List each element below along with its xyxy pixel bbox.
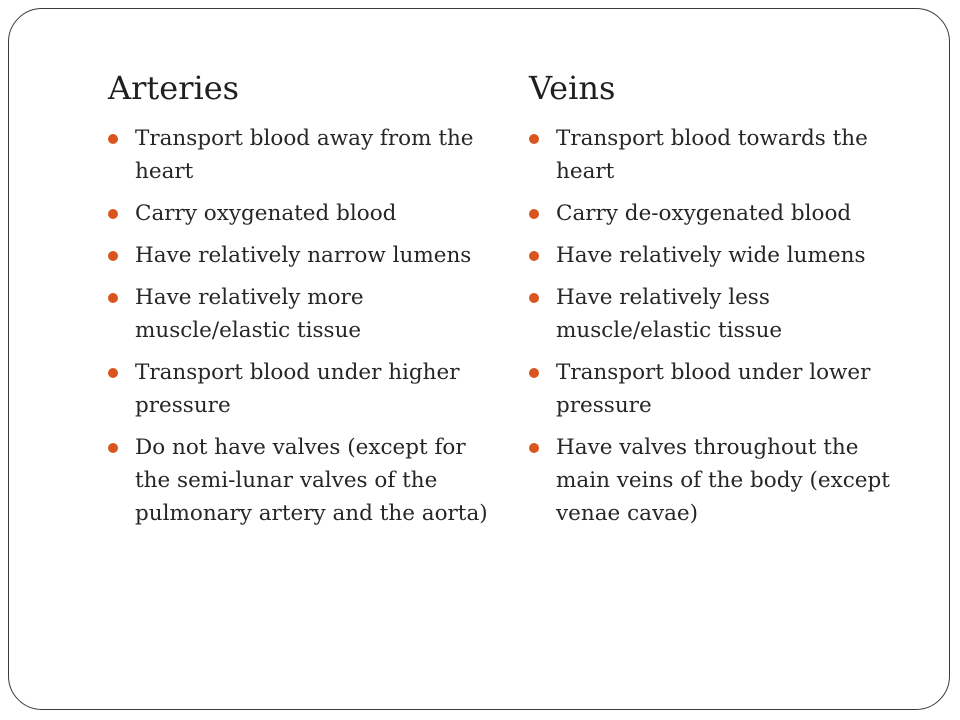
list-item-text: Transport blood towards the heart xyxy=(556,126,868,184)
list-item-text: Transport blood away from the heart xyxy=(135,126,474,184)
list-item xyxy=(529,431,909,530)
list-item xyxy=(108,431,488,530)
veins-column xyxy=(529,66,909,539)
list-item xyxy=(529,281,909,347)
arteries-list xyxy=(108,122,488,530)
list-item-text: Transport blood under higher pressure xyxy=(135,360,460,418)
list-item-text: Have relatively more muscle/elastic tissue xyxy=(135,285,364,343)
bullet-dot-icon xyxy=(108,134,118,144)
list-item-text: Have valves throughout the main veins of the body (except venae cavae) xyxy=(556,435,890,526)
bullet-dot-icon xyxy=(108,368,118,378)
bullet-dot-icon xyxy=(529,251,539,261)
list-item-text: Carry de-oxygenated blood xyxy=(556,201,852,226)
bullet-dot-icon xyxy=(108,209,118,219)
arteries-column xyxy=(108,66,488,539)
list-item-text: Transport blood under lower pressure xyxy=(556,360,871,418)
list-item-text: Do not have valves (except for the semi-lunar valves of the pulmonary artery and the aorta) xyxy=(135,435,488,526)
bullet-dot-icon xyxy=(529,134,539,144)
list-item xyxy=(108,281,488,347)
veins-list xyxy=(529,122,909,530)
bullet-dot-icon xyxy=(529,293,539,303)
bullet-dot-icon xyxy=(108,293,118,303)
list-item xyxy=(108,122,488,188)
list-item-text: Have relatively narrow lumens xyxy=(135,243,472,268)
bullet-dot-icon xyxy=(108,443,118,453)
bullet-dot-icon xyxy=(529,209,539,219)
arteries-heading: Arteries xyxy=(108,69,240,107)
list-item-text: Have relatively less muscle/elastic tissue xyxy=(556,285,783,343)
list-item xyxy=(108,197,488,230)
bullet-dot-icon xyxy=(108,251,118,261)
bullet-dot-icon xyxy=(529,443,539,453)
list-item xyxy=(529,356,909,422)
list-item xyxy=(529,239,909,272)
veins-heading: Veins xyxy=(529,69,616,107)
bullet-dot-icon xyxy=(529,368,539,378)
list-item xyxy=(529,197,909,230)
list-item xyxy=(108,239,488,272)
list-item xyxy=(108,356,488,422)
list-item xyxy=(529,122,909,188)
list-item-text: Carry oxygenated blood xyxy=(135,201,397,226)
list-item-text: Have relatively wide lumens xyxy=(556,243,866,268)
